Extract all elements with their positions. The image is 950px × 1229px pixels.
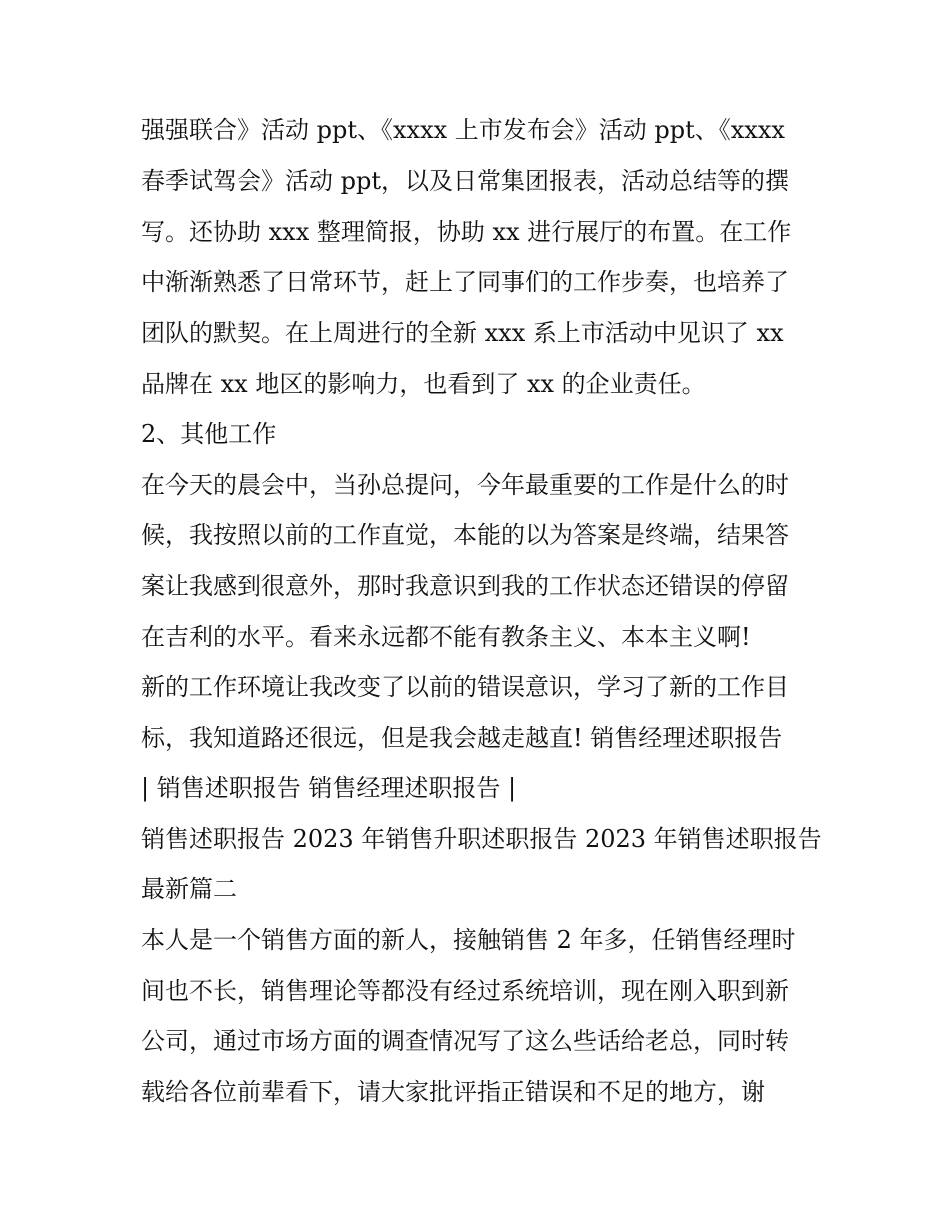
text-line: 最新篇二: [141, 875, 237, 903]
section-heading: 2、其他工作: [141, 420, 277, 448]
text-line: 间也不长，销售理论等都没有经过系统培训，现在刚入职到新: [141, 977, 789, 1005]
text-line: 强强联合》活动 ppt、《xxxx 上市发布会》活动 ppt、《xxxx: [141, 116, 785, 144]
text-line: | 销售述职报告 销售经理述职报告 |: [141, 774, 517, 802]
text-line: 在吉利的水平。看来永远都不能有教条主义、本本主义啊!: [141, 623, 751, 651]
text-line: 公司，通过市场方面的调查情况写了这么些话给老总，同时转: [141, 1027, 789, 1055]
text-line: 团队的默契。在上周进行的全新 xxx 系上市活动中见识了 xx: [141, 319, 784, 347]
text-line: 写。还协助 xxx 整理简报，协助 xx 进行展厅的布置。在工作: [141, 218, 792, 246]
text-line: 载给各位前辈看下，请大家批评指正错误和不足的地方，谢: [141, 1078, 765, 1106]
text-line: 本人是一个销售方面的新人，接触销售 2 年多，任销售经理时: [141, 926, 796, 954]
text-line: 品牌在 xx 地区的影响力，也看到了 xx 的企业责任。: [141, 370, 706, 398]
text-line: 销售述职报告 2023 年销售升职述职报告 2023 年销售述职报告: [141, 825, 822, 853]
text-line: 案让我感到很意外，那时我意识到我的工作状态还错误的停留: [141, 572, 789, 600]
text-line: 候，我按照以前的工作直觉，本能的以为答案是终端，结果答: [141, 521, 789, 549]
text-line: 春季试驾会》活动 ppt，以及日常集团报表，活动总结等的撰: [141, 167, 789, 195]
text-line: 中渐渐熟悉了日常环节，赶上了同事们的工作步奏，也培养了: [141, 268, 789, 296]
text-line: 新的工作环境让我改变了以前的错误意识，学习了新的工作目: [141, 673, 789, 701]
text-line: 在今天的晨会中，当孙总提问，今年最重要的工作是什么的时: [141, 471, 789, 499]
text-line: 标，我知道路还很远，但是我会越走越直! 销售经理述职报告: [141, 724, 783, 752]
